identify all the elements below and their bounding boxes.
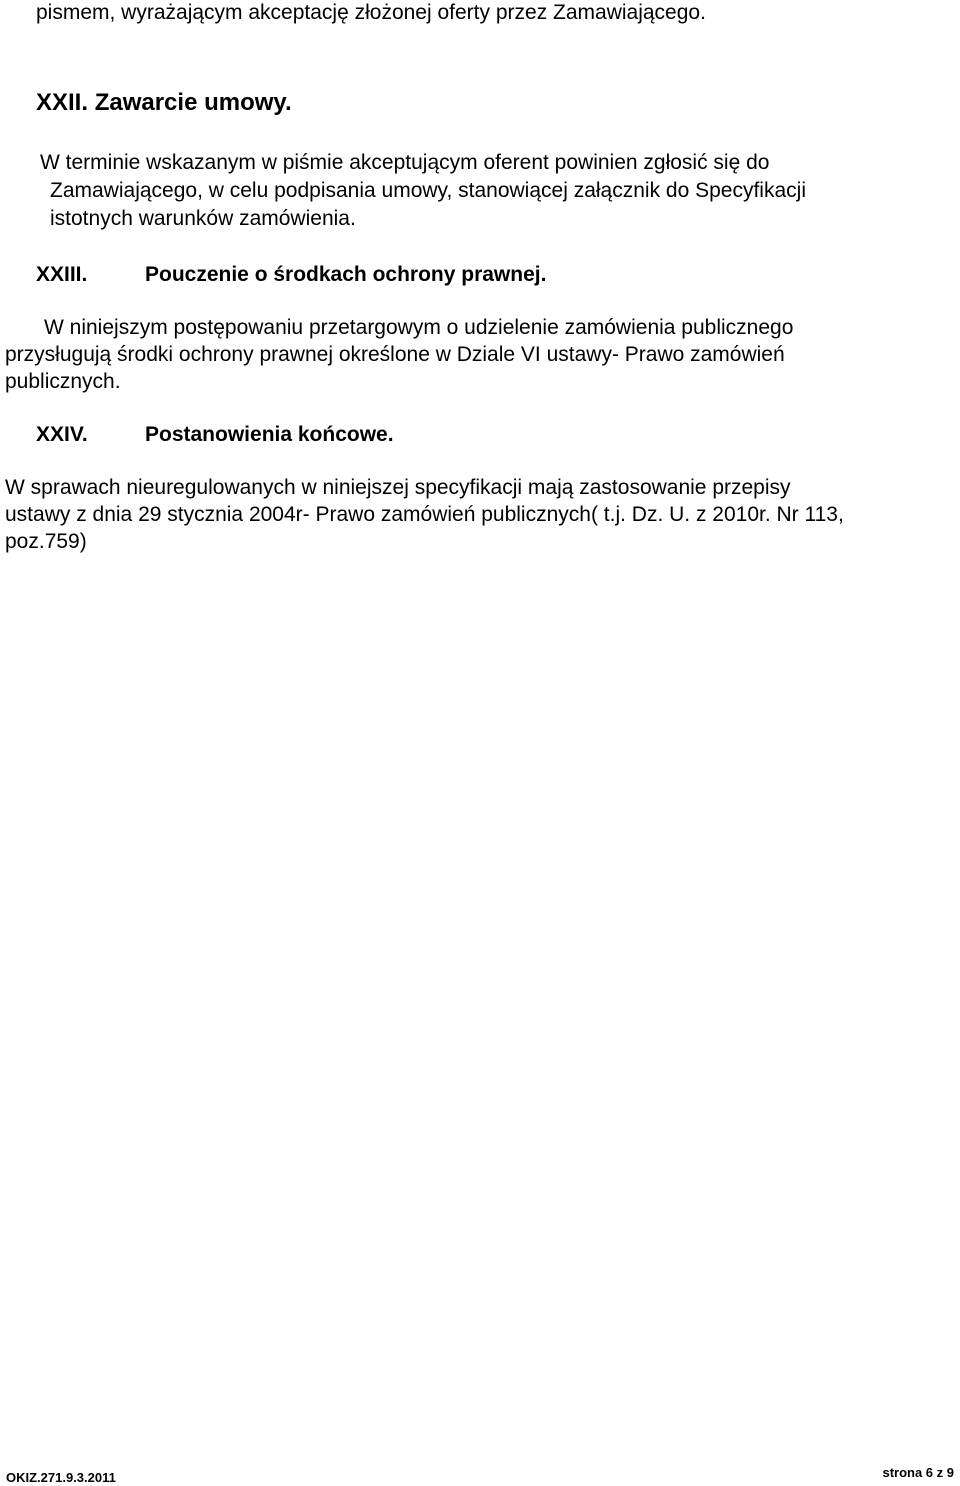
section-xxiv-line-2: ustawy z dnia 29 stycznia 2004r- Prawo zamówień publicznych( t.j. Dz. U. z 2010r. Nr 113, [5, 503, 844, 526]
section-xxiv-line-1: W sprawach nieuregulowanych w niniejszej specyfikacji mają zastosowanie przepisy [5, 476, 791, 499]
section-xxiii-line-2: przysługują środki ochrony prawnej określone w Dziale VI ustawy- Prawo zamówień [5, 343, 785, 366]
section-xxiii-line-1: W niniejszym postępowaniu przetargowym o udzielenie zamówienia publicznego [44, 316, 794, 339]
section-xxii-line-2: Zamawiającego, w celu podpisania umowy, stanowiącej załącznik do Specyfikacji [50, 179, 806, 202]
section-xxii-heading: XXII. Zawarcie umowy. [36, 89, 292, 116]
footer-reference: OKIZ.271.9.3.2011 [6, 1470, 116, 1485]
section-xxii-line-3: istotnych warunków zamówienia. [50, 207, 356, 230]
footer-page-number: strona 6 z 9 [882, 1465, 954, 1480]
section-xxiii-title: Pouczenie o środkach ochrony prawnej. [145, 263, 547, 286]
section-xxiv-line-3: poz.759) [5, 530, 87, 553]
section-xxiii-line-3: publicznych. [5, 370, 121, 393]
section-xxiii-number: XXIII. [36, 263, 88, 286]
section-xxii-line-1: W terminie wskazanym w piśmie akceptującym oferent powinien zgłosić się do [40, 151, 770, 174]
section-xxiv-number: XXIV. [36, 423, 88, 446]
section-xxiv-title: Postanowienia końcowe. [145, 423, 394, 446]
intro-line: pismem, wyrażającym akceptację złożonej oferty przez Zamawiającego. [36, 1, 706, 24]
